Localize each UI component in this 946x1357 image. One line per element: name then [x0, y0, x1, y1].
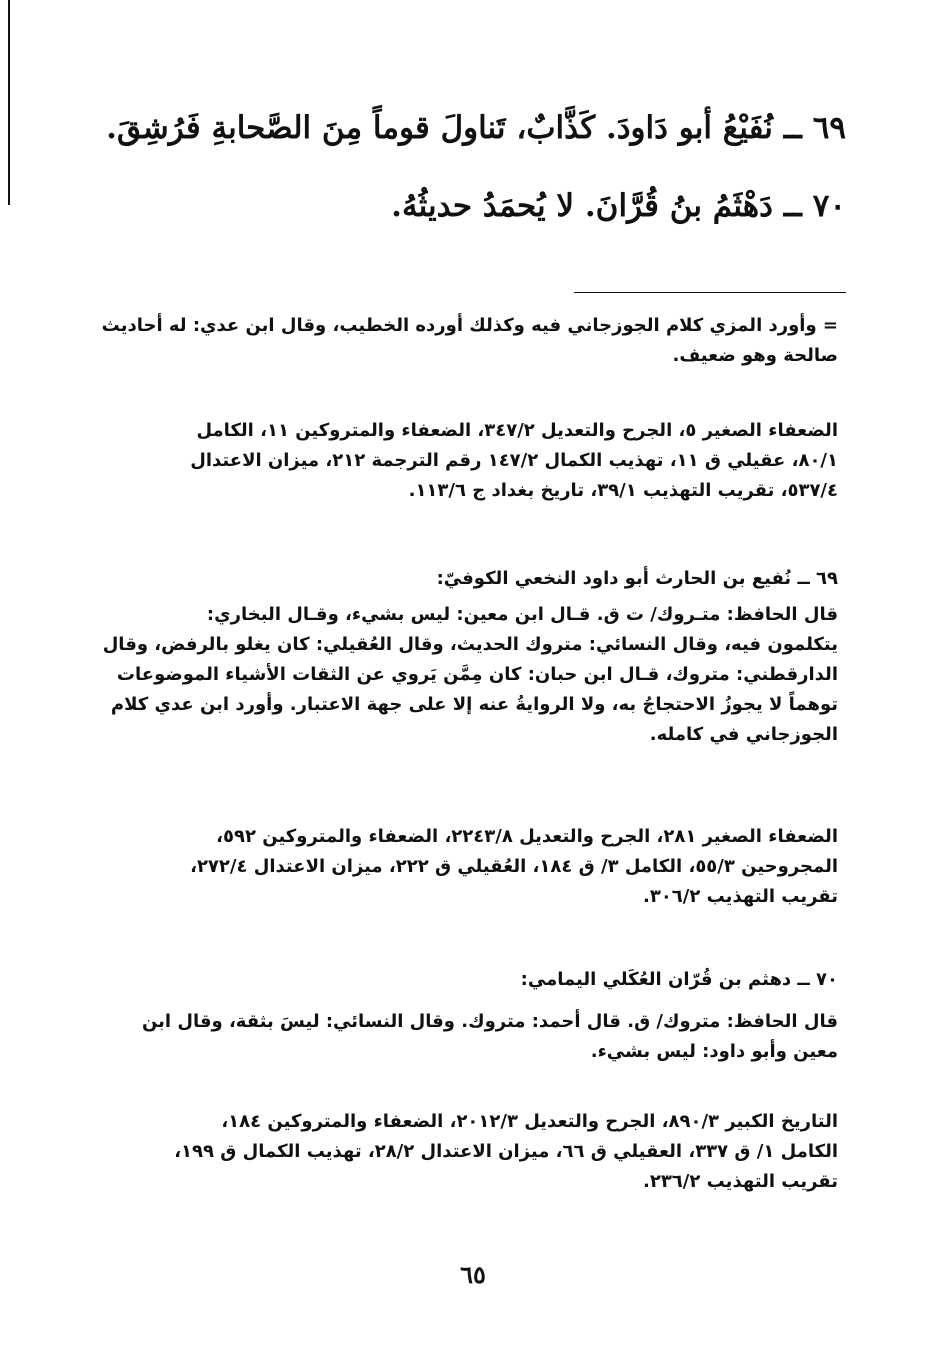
footnote-line: يتكلمون فيه، وقال النسائي: متروك الحديث، وقال العُقيلي: كان يغلو بالرفض، وقال — [102, 634, 838, 655]
footnote-line: المجروحين ٥٥/٣، الكامل ٣/ ق ١٨٤، العُقيلي ق ٢٢٢، ميزان الاعتدال ٢٧٢/٤، — [190, 856, 838, 877]
footnote-separator — [574, 292, 846, 293]
footnote-line: قال الحافظ: متروك/ ق. قال أحمد: متروك. وقال النسائي: ليسَ بثقة، وقال ابن — [141, 1011, 838, 1032]
footnote-line: الجوزجاني في كامله. — [649, 724, 838, 745]
binding-edge-line — [8, 0, 10, 205]
footnote-line: معين وأبو داود: ليس بشيء. — [590, 1041, 838, 1062]
footnote-line: توهماً لا يجوزُ الاحتجاجُ به، ولا الروايةُ عنه إلا على جهة الاعتبار. وأورد ابن عدي كلام — [110, 694, 838, 715]
footnote-line: ٥٣٧/٤، تقريب التهذيب ٣٩/١، تاريخ بغداد ج ١١٣/٦. — [408, 480, 838, 501]
footnote-entry-69-title: ٦٩ ــ نُفيع بن الحارث أبو داود النخعي الكوفيّ: — [436, 568, 838, 589]
footnote-line: الكامل ١/ ق ٣٣٧، العقيلي ق ٦٦، ميزان الاعتدال ٢٨/٢، تهذيب الكمال ق ١٩٩، — [174, 1141, 838, 1162]
footnote-line: التاريخ الكبير ٨٩٠/٣، الجرح والتعديل ٢٠١٢/٣، الضعفاء والمتروكين ١٨٤، — [221, 1111, 838, 1132]
sources-entry-68 — [190, 416, 838, 506]
footnote-line: تقريب التهذيب ٣٠٦/٢. — [642, 886, 838, 907]
footnote-continuation — [102, 311, 838, 371]
footnote-line: تقريب التهذيب ٢٣٦/٢. — [642, 1171, 838, 1192]
footnote-entry-70-body — [142, 1007, 838, 1067]
footnote-entry-70-title: ٧٠ ــ دهثم بن قُرّان العُكَلي اليمامي: — [520, 969, 838, 990]
footnote-line: ٨٠/١، عقيلي ق ١١، تهذيب الكمال ١٤٧/٢ رقم الترجمة ٢١٢، ميزان الاعتدال — [190, 450, 838, 471]
footnote-line: الضعفاء الصغير ٥، الجرح والتعديل ٣٤٧/٢، الضعفاء والمتروكين ١١، الكامل — [196, 420, 838, 441]
main-entry-70: ٧٠ ــ دَهْثَمُ بنُ قُرَّانَ. لا يُحمَدُ حديثُهُ. — [391, 188, 846, 224]
sources-entry-69 — [190, 822, 838, 912]
main-entry-69: ٦٩ ــ نُفَيْعُ أبو دَاودَ. كَذَّابٌ، تَناولَ قوماً مِنَ الصَّحابةِ فَرُشِقَ. — [106, 110, 846, 146]
footnote-line: صالحة وهو ضعيف. — [672, 345, 838, 366]
footnote-line: الضعفاء الصغير ٢٨١، الجرح والتعديل ٢٢٤٣/٨، الضعفاء والمتروكين ٥٩٢، — [216, 826, 838, 847]
footnote-entry-69-body — [103, 600, 838, 750]
footnote-line: قال الحافظ: متـروك/ ت ق. قـال ابن معين: ليس بشيء، وقـال البخاري: — [206, 604, 838, 625]
sources-entry-70 — [174, 1107, 838, 1197]
footnote-line: = وأورد المزي كلام الجوزجاني فيه وكذلك أورده الخطيب، وقال ابن عدي: له أحاديث — [101, 315, 838, 336]
footnote-line: الدارقطني: متروك، قـال ابن حبان: كان مِمَّن يَروي عن الثقات الأشياء الموضوعات — [116, 664, 838, 685]
page-number: ٦٥ — [460, 1260, 486, 1289]
